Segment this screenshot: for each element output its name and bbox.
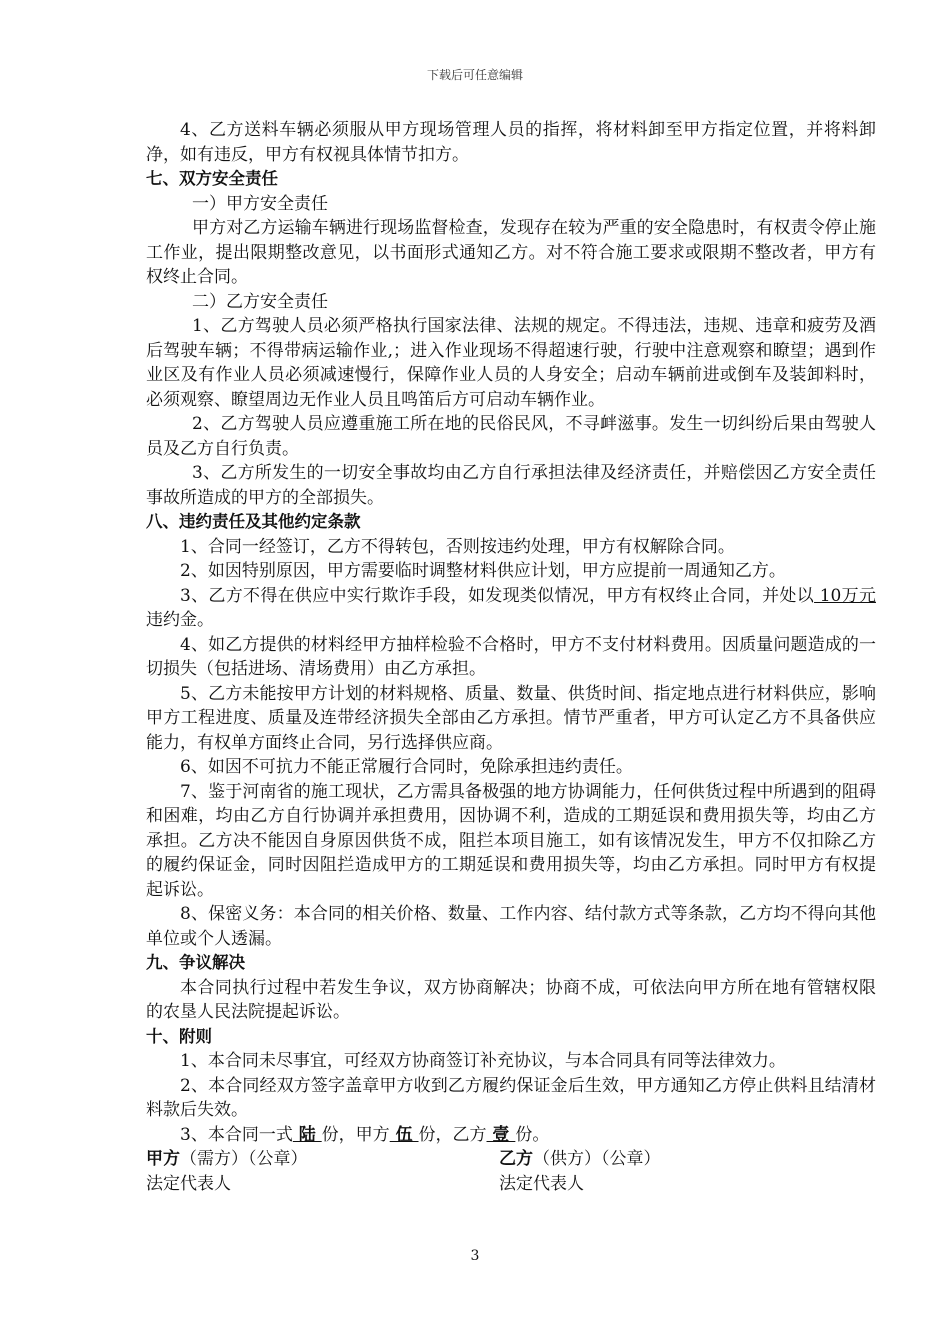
section-9-paragraph: 本合同执行过程中若发生争议，双方协商解决；协商不成，可依法向甲方所在地有管辖权限的农垦人民法院提起诉讼。 [146, 977, 876, 1022]
party-a-representative: 法定代表人 [146, 1173, 231, 1194]
section-10-clause-2: 2、本合同经双方签字盖章甲方收到乙方履约保证金后生效，甲方通知乙方停止供料且结清材料款后失效。 [146, 1075, 876, 1120]
section-7-subheading-b: 二）乙方安全责任 [192, 291, 328, 312]
party-b-label: 乙方 [499, 1149, 533, 1169]
page-number: 3 [470, 1248, 480, 1264]
section-8-clause-4: 4、如乙方提供的材料经甲方抽样检验不合格时，甲方不支付材料费用。因质量问题造成的一切损失（包括进场、清场费用）由乙方承担。 [146, 634, 876, 679]
section-10-heading: 十、附则 [146, 1026, 212, 1046]
copies-party-b: 壹 [486, 1124, 516, 1145]
page-header: 下载后可任意编辑 [426, 68, 523, 82]
section-8-clause-8: 8、保密义务：本合同的相关价格、数量、工作内容、结付款方式等条款，乙方均不得向其他单位或个人透漏。 [146, 904, 876, 949]
party-a-role: （需方）（公章） [180, 1149, 308, 1169]
party-b-representative: 法定代表人 [499, 1173, 584, 1194]
section-7-b-clause-2: 2、乙方驾驶人员应遵重施工所在地的民俗民风，不寻衅滋事。发生一切纠纷后果由驾驶人员及乙方自行负责。 [146, 414, 876, 459]
section-8-clause-1: 1、合同一经签订，乙方不得转包，否则按违约处理，甲方有权解除合同。 [180, 536, 735, 557]
section-10-clause-3 [146, 1123, 876, 1148]
section-9-heading: 九、争议解决 [146, 953, 245, 972]
section-8-clause-6: 6、如因不可抗力不能正常履行合同时，免除承担违约责任。 [180, 757, 633, 777]
section-8-clause-3 [146, 584, 876, 633]
copies-text-1: 3、本合同一式 [180, 1124, 293, 1145]
penalty-amount: 10万元 [814, 585, 876, 606]
section-8-clause-5: 5、乙方未能按甲方计划的材料规格、质量、数量、供货时间、指定地点进行材料供应，影响甲方工程进度、质量及连带经济损失全部由乙方承担。情节严重者，甲方可认定乙方不具备供应能力，有权单方面终止合同，另行选择供应商。 [146, 683, 876, 753]
document-body [146, 118, 876, 1196]
party-b-signature [499, 1147, 852, 1196]
section-8-clause-2: 2、如因特别原因，甲方需要临时调整材料供应计划，甲方应提前一周通知乙方。 [180, 561, 786, 581]
section-8-heading: 八、违约责任及其他约定条款 [146, 512, 361, 531]
section-7-a-paragraph: 甲方对乙方运输车辆进行现场监督检查，发现存在较为严重的安全隐患时，有权责令停止施工作业，提出限期整改意见，以书面形式通知乙方。对不符合施工要求或限期不整改者，甲方有权终止合同。 [146, 218, 876, 287]
copies-text-4: 份。 [515, 1124, 550, 1145]
clause-3-text: 3、乙方不得在供应中实行欺诈手段，如发现类似情况，甲方有权终止合同，并处以 [180, 585, 815, 606]
party-a-label: 甲方 [146, 1149, 180, 1169]
copies-text-3: 份，乙方 [418, 1124, 487, 1145]
section-7-subheading-a: 一）甲方安全责任 [192, 193, 328, 214]
signature-row [146, 1147, 876, 1196]
section-7-b-clause-3: 3、乙方所发生的一切安全事故均由乙方自行承担法律及经济责任，并赔偿因乙方安全责任事故所造成的甲方的全部损失。 [146, 463, 876, 508]
copies-text-2: 份，甲方 [321, 1124, 390, 1145]
section-7-b-clause-1: 1、乙方驾驶人员必须严格执行国家法律、法规的规定。不得违法，违规、违章和疲劳及酒后驾驶车辆；不得带病运输作业,；进入作业现场不得超速行驶，行驶中注意观察和瞭望；遇到作业区及有作业人员必须减速慢行，保障作业人员的人身安全；启动车辆前进或倒车及装卸料时，必须观察、瞭望周边无作业人员且鸣笛后方可启动车辆作业。 [146, 316, 876, 410]
copies-party-a: 伍 [389, 1124, 419, 1145]
copies-total: 陆 [292, 1124, 322, 1145]
party-a-signature [146, 1147, 499, 1196]
clause-4-paragraph: 4、乙方送料车辆必须服从甲方现场管理人员的指挥，将材料卸至甲方指定位置，并将料卸净，如有违反，甲方有权视具体情节扣方。 [146, 120, 876, 165]
section-10-clause-1: 1、本合同未尽事宜，可经双方协商签订补充协议，与本合同具有同等法律效力。 [180, 1051, 786, 1071]
section-8-clause-7: 7、鉴于河南省的施工现状，乙方需具备极强的地方协调能力，任何供货过程中所遇到的阻碍和困难，均由乙方自行协调并承担费用，因协调不利，造成的工期延误和费用损失等，均由乙方承担。乙方决不能因自身原因供货不成，阻拦本项目施工，如有该情况发生，甲方不仅扣除乙方的履约保证金，同时因阻拦造成甲方的工期延误和费用损失等，均由乙方承担。同时甲方有权提起诉讼。 [146, 781, 876, 900]
party-b-role: （供方）（公章） [533, 1149, 661, 1169]
section-7-heading: 七、双方安全责任 [146, 169, 278, 188]
clause-3-text-end: 违约金。 [146, 610, 214, 630]
